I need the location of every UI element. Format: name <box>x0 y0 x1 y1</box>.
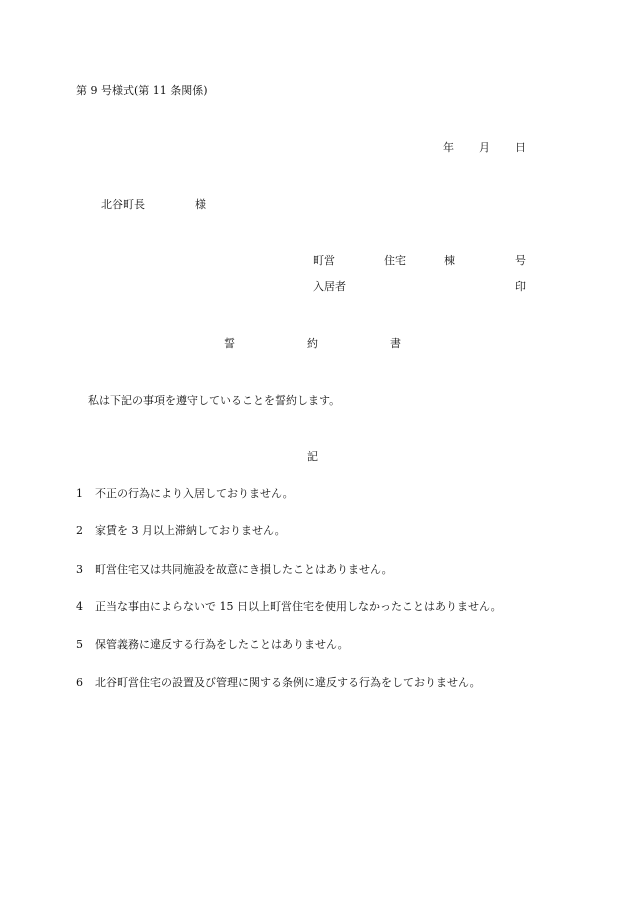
resident-building-label: 棟 <box>444 254 455 267</box>
resident-housing-label: 住宅 <box>384 254 406 267</box>
list-item <box>76 563 393 577</box>
document-title <box>0 337 630 353</box>
title-char-3: 書 <box>390 337 401 350</box>
item-number: 3 <box>76 563 83 576</box>
item-number: 4 <box>76 600 83 613</box>
title-char-2: 約 <box>307 337 318 350</box>
resident-number-label: 号 <box>515 254 526 267</box>
title-char-1: 誓 <box>224 337 235 350</box>
item-number: 5 <box>76 638 83 651</box>
list-item <box>76 524 286 538</box>
item-number: 1 <box>76 487 83 500</box>
list-item <box>76 676 481 690</box>
item-number: 2 <box>76 524 83 537</box>
item-text: 家賃を 3 月以上滞納しておりません。 <box>95 524 286 537</box>
item-text: 北谷町営住宅の設置及び管理に関する条例に違反する行為をしておりません。 <box>95 676 481 689</box>
item-text: 保管義務に違反する行為をしたことはありません。 <box>95 638 349 651</box>
addressee-name: 北谷町長 <box>101 198 145 211</box>
resident-prefix: 町営 <box>313 254 335 267</box>
ki-heading: 記 <box>307 450 318 463</box>
list-item <box>76 600 502 614</box>
item-text: 町営住宅又は共同施設を故意にき損したことはありません。 <box>95 563 393 576</box>
seal-label: 印 <box>515 280 526 293</box>
date-year-label: 年 <box>443 141 454 154</box>
item-number: 6 <box>76 676 83 689</box>
date-month-label: 月 <box>479 141 490 154</box>
pledge-statement: 私は下記の事項を遵守していることを誓約します。 <box>88 394 341 407</box>
item-text: 不正の行為により入居しておりません。 <box>95 487 294 500</box>
resident-label: 入居者 <box>313 280 346 293</box>
item-text: 正当な事由によらないで 15 日以上町営住宅を使用しなかったことはありません。 <box>95 600 502 613</box>
form-number: 第 9 号様式(第 11 条関係) <box>76 84 208 97</box>
list-item <box>76 638 349 652</box>
date-day-label: 日 <box>515 141 526 154</box>
list-item <box>76 487 294 501</box>
addressee-honorific: 様 <box>195 198 206 211</box>
